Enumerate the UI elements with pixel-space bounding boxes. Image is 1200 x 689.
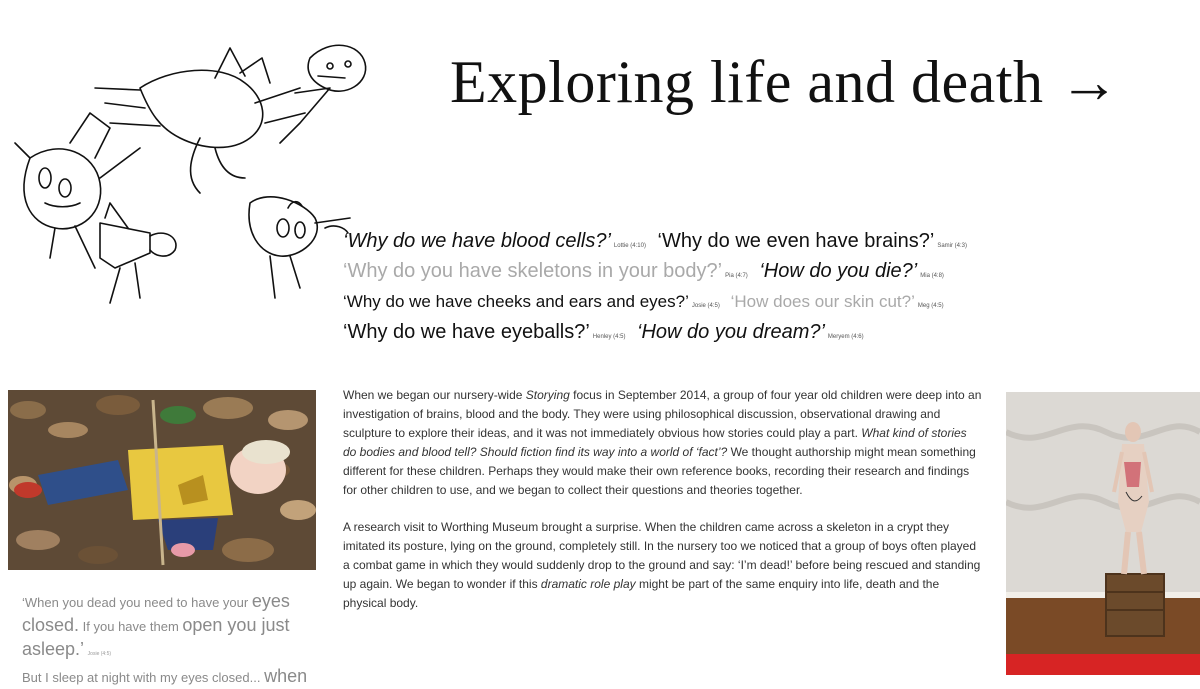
- sculpture-figure-photo: [1006, 392, 1200, 675]
- text-run: Storying: [525, 388, 570, 402]
- question-attribution: Mia (4:8): [920, 273, 944, 279]
- paragraph: [343, 518, 983, 613]
- quote-attribution: Josie (4:5): [87, 651, 112, 657]
- question: ‘Why do we have cheeks and ears and eyes?’: [343, 292, 689, 311]
- text-run: ‘When you dead you need to have your: [22, 595, 252, 610]
- left-quote: [22, 590, 322, 689]
- question-attribution: Pia (4:7): [725, 273, 748, 279]
- body-text: [343, 386, 983, 631]
- question-attribution: Samir (4:3): [937, 243, 968, 249]
- question-attribution: Meg (4:5): [917, 303, 944, 309]
- text-run: If you have them: [79, 619, 183, 634]
- text-run: We thought authorship might mean something different for these children. Perhaps they would make their own reference books, recording their research and findings for other children to use, and we began to collect their questions and theories together.: [343, 445, 976, 497]
- text-run: dramatic role play: [540, 577, 636, 591]
- question: ‘Why do we even have brains?’: [657, 230, 935, 252]
- child-drawing: [0, 28, 395, 328]
- paragraph: [343, 386, 983, 500]
- text-run: eyes: [251, 591, 290, 611]
- question: ‘Why do we have blood cells?’: [343, 230, 611, 252]
- text-run: focus in September 2014, a group of four year old children were deep into an investigation of brains, blood and the body. They were using philosophical discussion, observational drawing and sculpture to explore their ideas, and it was not immediately obvious how stories could play a part.: [343, 388, 982, 440]
- question: ‘How does our skin cut?’: [730, 292, 915, 311]
- page-title: Exploring life and death →: [450, 49, 1120, 115]
- question-line-1: [343, 230, 973, 253]
- text-run: might be part of the same enquiry into life, death and the physical body.: [343, 577, 940, 610]
- question-line-4: [343, 321, 870, 344]
- text-run: What kind of stories do bodies and blood tell? Should fiction find its way into a world of ‘fact’?: [343, 426, 967, 459]
- text-run: When we began our nursery-wide: [343, 388, 526, 402]
- question-attribution: Meryem (4:6): [827, 334, 864, 340]
- question-line-2: [343, 260, 950, 283]
- question: ‘Why do we have eyeballs?’: [343, 321, 590, 343]
- text-run: closed.: [22, 615, 80, 635]
- text-run: A research visit to Worthing Museum brought a surprise. When the children came across a skeleton in a crypt they imitated its posture, lying on the ground, completely still. In the nursery too we noticed that a group of boys often played a combat game in which they would suddenly drop to the ground and say: ‘I’m dead!’ before being rescued and standing up again. We began to wonder if this: [343, 520, 981, 591]
- question-line-3: [343, 292, 950, 312]
- question: ‘Why do you have skeletons in your body?’: [343, 260, 723, 282]
- question-attribution: Henley (4:5): [592, 334, 626, 340]
- question-attribution: Lottie (4:10): [613, 243, 646, 249]
- text-run: But I sleep at night with my eyes closed...: [22, 670, 261, 685]
- question-attribution: Josie (4:5): [691, 303, 720, 309]
- text-run: when: [264, 666, 308, 686]
- question: ‘How do you die?’: [759, 260, 918, 282]
- child-in-leaves-photo: [8, 390, 316, 570]
- question: ‘How do you dream?’: [637, 321, 825, 343]
- text-run: open you just asleep.’: [22, 615, 290, 659]
